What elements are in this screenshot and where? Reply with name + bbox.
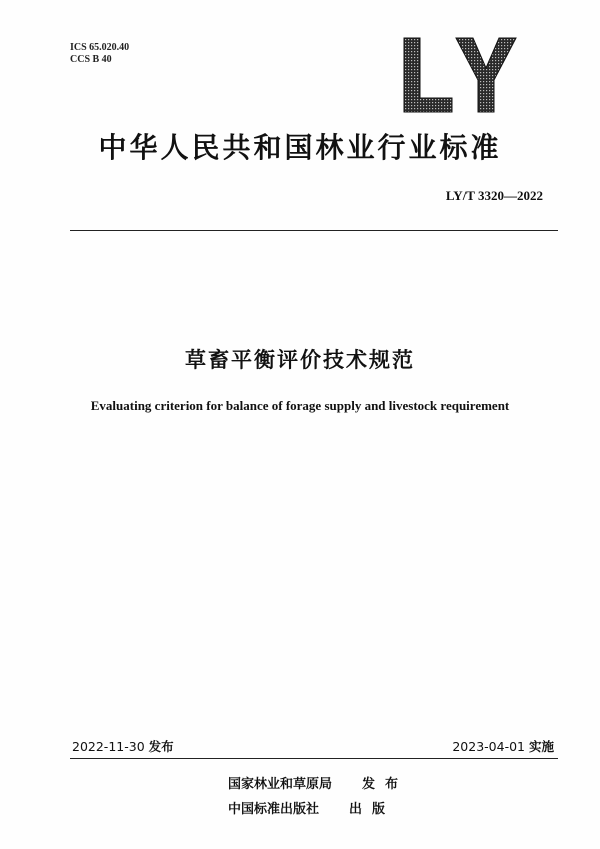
standard-number: LY/T 3320—2022 [445,188,543,203]
bottom-divider [70,758,558,759]
issue-date-value: 2022-11-30 [72,739,145,754]
issue-date [72,737,174,755]
publisher-name: 中国标准出版社 [228,802,320,817]
publisher-name: 国家林业和草原局 [228,777,333,792]
implementation-date [452,737,554,755]
publisher-issuer [228,773,408,792]
ics-code: ICS 65.020.40 [70,42,130,53]
publisher-role: 出版 [349,802,396,817]
publisher-role: 发布 [362,777,409,792]
ly-logo [396,36,518,114]
top-divider [70,230,558,231]
ccs-code: CCS B 40 [70,54,112,65]
issue-date-label: 发布 [148,739,174,754]
document-title-chinese: 草畜平衡评价技术规范 [185,348,415,372]
implementation-date-value: 2023-04-01 [452,739,525,754]
classification-codes [70,42,129,66]
standard-category-title: 中华人民共和国林业行业标准 [98,131,502,164]
document-title-english: Evaluating criterion for balance of forage supply and livestock requirement [90,398,510,413]
implementation-date-label: 实施 [528,739,554,754]
publisher-press [228,798,395,817]
